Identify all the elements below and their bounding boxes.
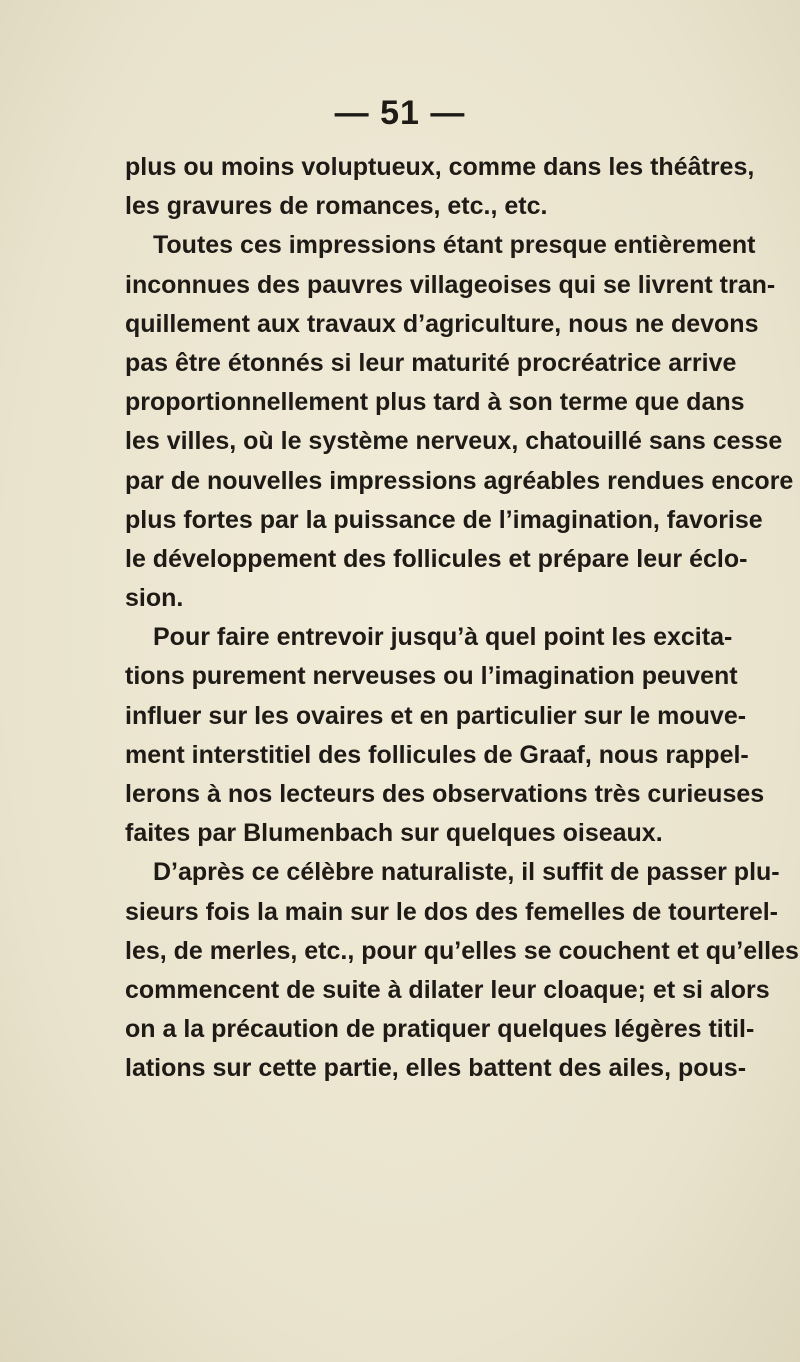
text-line: inconnues des pauvres villageoises qui se livrent tran- bbox=[125, 270, 776, 299]
text-line: plus ou moins voluptueux, comme dans les théâtres, bbox=[125, 153, 755, 181]
text-line: lerons à nos lecteurs des observations très curieuses bbox=[125, 780, 765, 808]
text-line: le développement des follicules et prépare leur éclo- bbox=[125, 544, 748, 573]
text-line: les gravures de romances, etc., etc. bbox=[125, 192, 548, 221]
text-line: on a la précaution de pratiquer quelques légères titil- bbox=[125, 1015, 755, 1044]
text-line: sieurs fois la main sur le dos des femelles de tourterel- bbox=[125, 897, 779, 926]
text-line: les villes, où le système nerveux, chatouillé sans cesse bbox=[125, 427, 783, 456]
text-line: lations sur cette partie, elles battent des ailes, pous- bbox=[125, 1054, 747, 1083]
text-line: tions purement nerveuses ou l’imagination peuvent bbox=[125, 662, 738, 691]
text-line: par de nouvelles impressions agréables rendues encore bbox=[125, 466, 794, 495]
body-text bbox=[125, 148, 799, 1089]
text-line: Toutes ces impressions étant presque entièrement bbox=[153, 231, 756, 260]
text-line: pas être étonnés si leur maturité procréatrice arrive bbox=[125, 348, 737, 377]
text-line: proportionnellement plus tard à son terme que dans bbox=[125, 388, 745, 417]
text-line: influer sur les ovaires et en particulier sur le mouve- bbox=[125, 701, 747, 730]
text-line: sion. bbox=[125, 584, 184, 613]
text-line: les, de merles, etc., pour qu’elles se couchent et qu’elles bbox=[125, 936, 799, 965]
text-line: D’après ce célèbre naturaliste, il suffit de passer plu- bbox=[153, 858, 780, 887]
text-line: commencent de suite à dilater leur cloaque; et si alors bbox=[125, 975, 770, 1004]
page-number: — 51 — bbox=[334, 94, 466, 132]
text-line: ment interstitiel des follicules de Graaf, nous rappel- bbox=[125, 740, 749, 769]
text-line: faites par Blumenbach sur quelques oiseaux. bbox=[125, 819, 663, 848]
text-line: quillement aux travaux d’agriculture, nous ne devons bbox=[125, 309, 759, 338]
text-line: plus fortes par la puissance de l’imagination, favorise bbox=[125, 505, 763, 534]
text-line: Pour faire entrevoir jusqu’à quel point les excita- bbox=[153, 623, 733, 652]
